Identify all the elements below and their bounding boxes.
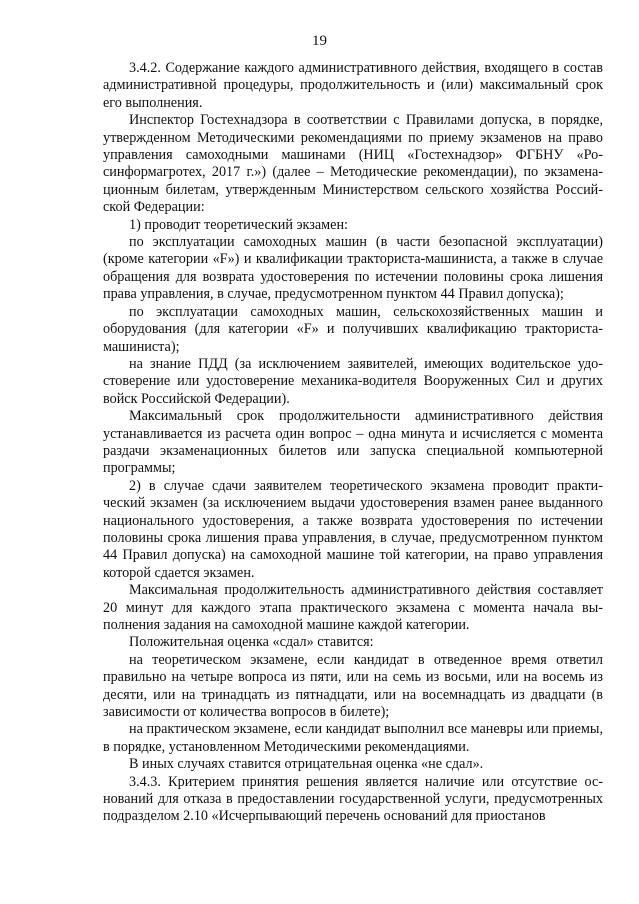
paragraph-max-duration-theory: Максимальный срок продолжительности административного действия устанавливается из расчета один вопрос – одна минута и исчисляется с момента раздачи экзаменационных билетов или запуска специальной компьютерной программы; [103, 408, 603, 477]
paragraph-3-4-3: 3.4.3. Критерием принятия решения является наличие или отсутствие оснований для отказа в предоставлении государственной услуги, предусмотренных подразделом 2.10 «Исчерпывающий перечень оснований для приостанов [103, 773, 603, 825]
paragraph-theory-criteria: на теоретическом экзамене, если кандидат в отведенное время ответил правильно на четыре вопроса из пяти, или на семь из восьми, или на восемь из десяти, или на тринадцать из пятнадцати, или на восемнадцать из двадцати (в зависимости от количества вопросов в билете); [103, 651, 603, 721]
document-body [103, 60, 603, 826]
paragraph-practical-criteria: на практическом экзамене, если кандидат выполнил все маневры или приемы, в порядке, установленном Методическими рекомендациями. [103, 721, 603, 755]
paragraph-3-4-2: 3.4.2. Содержание каждого административного действия, входящего в состав административной процедуры, продолжительность и (или) максимальный срок его выполнения. [103, 60, 603, 111]
paragraph-practical-exam: 2) в случае сдачи заявителем теоретического экзамена проводит практический экзамен (за исключением выдачи удостоверения взамен ранее выданного национального удостоверения, а также возврата удостоверения по истечении половины срока лишения права управления, в случае, предусмотренном пунктом 44 Правил допуска) на самоходной машине той категории, на право управления которой сдается экзамен. [103, 477, 603, 581]
paragraph-operation-agricultural: по эксплуатации самоходных машин, сельскохозяйственных машин и оборудования (для категории «F» и получивших квалификацию тракториста-машиниста); [103, 303, 603, 355]
paragraph-positive-grade: Положительная оценка «сдал» ставится: [129, 634, 374, 651]
paragraph-negative-grade: В иных случаях ставится отрицательная оценка «не сдал». [129, 756, 484, 773]
paragraph-traffic-rules: на знание ПДД (за исключением заявителей, имеющих водительское удостоверение или удостоверение механика-водителя Вооруженных Сил и других войск Российской Федерации). [103, 355, 603, 407]
page-number: 19 [312, 33, 327, 49]
paragraph-max-duration-practical: Максимальная продолжительность административного действия составляет 20 минут для каждого этапа практического экзамена с момента начала выполнения задания на самоходной машине каждой категории. [103, 582, 603, 633]
paragraph-operation-self-propelled: по эксплуатации самоходных машин (в части безопасной эксплуатации) (кроме категории «F») и квалификации тракториста-машиниста, а также в случае обращения для возврата удостоверения по истечении половины срока лишения права управления, в случае, предусмотренном пунктом 44 Правил допуска); [103, 234, 603, 303]
paragraph-theory-exam: 1) проводит теоретический экзамен: [129, 216, 348, 233]
paragraph-inspector: Инспектор Гостехнадзора в соответствии с Правилами допуска, в порядке, утвержденном Методическими рекомендациями по приему экзаменов на право управления самоходными машинами (НИЦ «Гостехнадзор» ФГБНУ «Росинформагротех, 2017 г.») (далее – Методические рекомендации), по экзаменационным билетам, утвержденным Министерством сельского хозяйства Российской Федерации: [103, 112, 603, 216]
